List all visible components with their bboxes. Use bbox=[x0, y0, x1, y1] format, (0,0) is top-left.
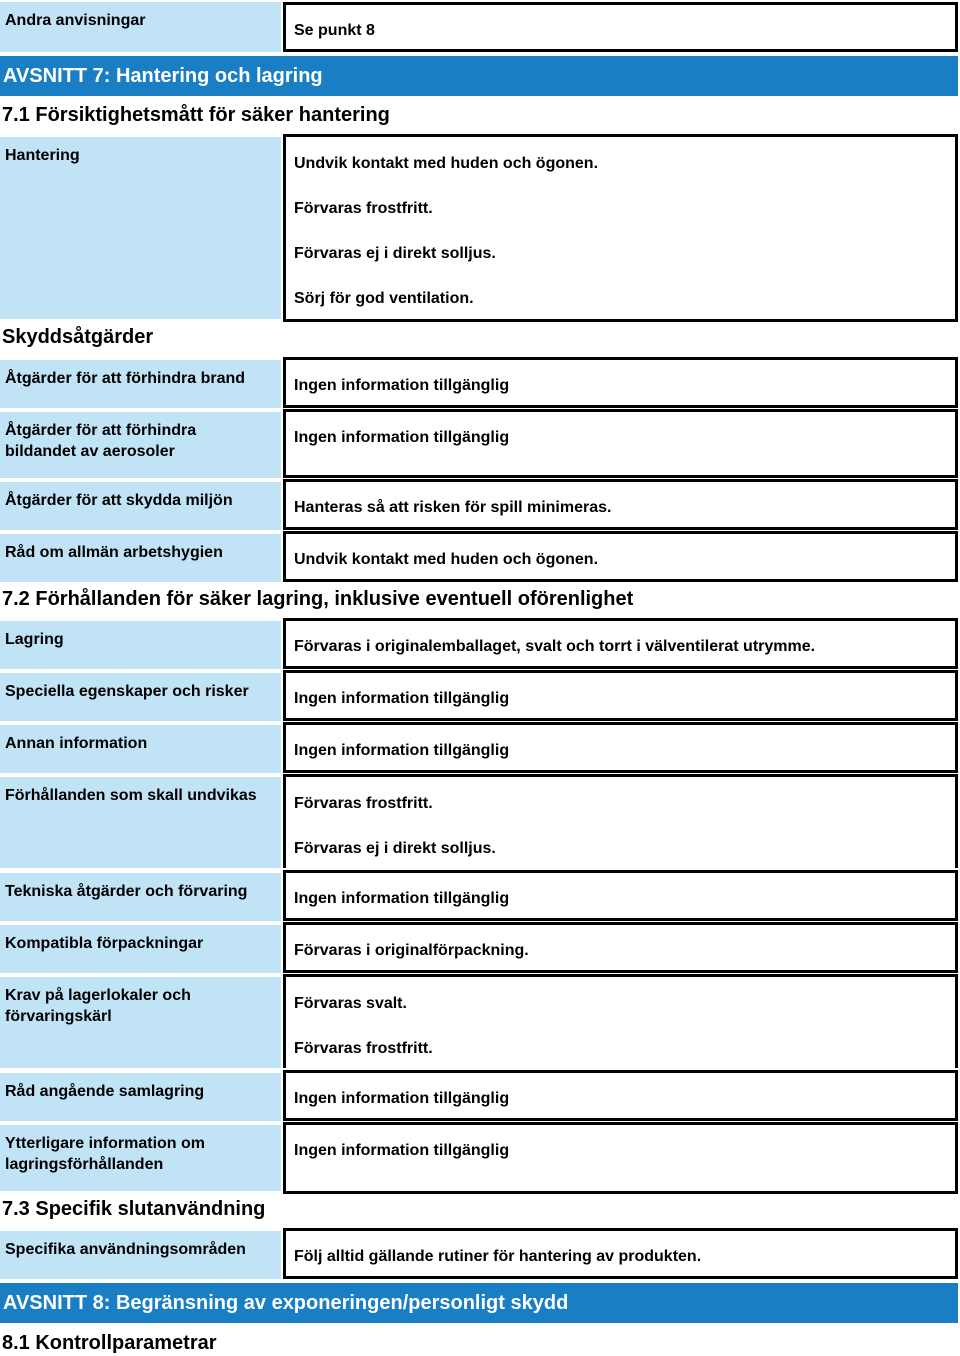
label-andra-anvisningar: Andra anvisningar bbox=[0, 2, 281, 52]
label-ytterligare-information bbox=[0, 1125, 281, 1191]
protective-measures-heading: Skyddsåtgärder bbox=[2, 326, 154, 348]
value-miljon bbox=[283, 479, 958, 530]
value-text: Förvaras i originalemballaget, svalt och torrt i välventilerat utrymme. bbox=[294, 638, 816, 655]
label-samlagring: Råd angående samlagring bbox=[0, 1073, 281, 1121]
value-ytterligare-information bbox=[283, 1122, 958, 1194]
value-arbetshygien bbox=[283, 531, 958, 582]
label-arbetshygien: Råd om allmän arbetshygien bbox=[0, 534, 281, 582]
label-lagring: Lagring bbox=[0, 621, 281, 669]
value-text: Ingen information tillgänglig bbox=[294, 1090, 510, 1107]
value-text: Ingen information tillgänglig bbox=[294, 377, 510, 394]
value-line: Förvaras frostfritt. bbox=[294, 200, 433, 217]
value-kompatibla-forpackningar bbox=[283, 922, 958, 973]
label-line: förvaringskärl bbox=[5, 1008, 112, 1025]
value-andra-anvisningar bbox=[283, 2, 958, 52]
value-krav-lagerlokaler bbox=[283, 974, 958, 1068]
value-line: Förvaras svalt. bbox=[294, 995, 407, 1012]
value-line: Sörj för god ventilation. bbox=[294, 290, 474, 307]
label-forhallanden-undvikas: Förhållanden som skall undvikas bbox=[0, 777, 281, 868]
value-line: Undvik kontakt med huden och ögonen. bbox=[294, 155, 599, 172]
value-line: Förvaras ej i direkt solljus. bbox=[294, 840, 496, 857]
value-text: Följ alltid gällande rutiner för hantering av produkten. bbox=[294, 1248, 702, 1265]
value-text: Undvik kontakt med huden och ögonen. bbox=[294, 551, 599, 568]
section-7-banner: AVSNITT 7: Hantering och lagring bbox=[0, 56, 958, 96]
label-specifika-anvandningsomraden: Specifika användningsområden bbox=[0, 1231, 281, 1279]
value-text: Ingen information tillgänglig bbox=[294, 690, 510, 707]
label-line: lagringsförhållanden bbox=[5, 1156, 164, 1173]
value-hantering bbox=[283, 134, 958, 322]
label-tekniska-atgarder: Tekniska åtgärder och förvaring bbox=[0, 873, 281, 921]
value-aerosoler bbox=[283, 409, 958, 478]
label-speciella-egenskaper: Speciella egenskaper och risker bbox=[0, 673, 281, 721]
value-samlagring bbox=[283, 1070, 958, 1121]
label-brand: Åtgärder för att förhindra brand bbox=[0, 360, 281, 408]
subsection-7-2-title: 7.2 Förhållanden för säker lagring, inklusive eventuell oförenlighet bbox=[2, 588, 634, 610]
label-line: Åtgärder för att förhindra bbox=[5, 422, 197, 439]
label-annan-information: Annan information bbox=[0, 725, 281, 773]
subsection-7-1-title: 7.1 Försiktighetsmått för säker hantering bbox=[2, 104, 390, 126]
value-text: Ingen information tillgänglig bbox=[294, 1142, 510, 1159]
value-text: Ingen information tillgänglig bbox=[294, 429, 510, 446]
label-line: bildandet av aerosoler bbox=[5, 443, 175, 460]
value-text: Ingen information tillgänglig bbox=[294, 890, 510, 907]
value-tekniska-atgarder bbox=[283, 870, 958, 921]
label-miljon: Åtgärder för att skydda miljön bbox=[0, 482, 281, 530]
label-hantering: Hantering bbox=[0, 137, 281, 319]
label-kompatibla-forpackningar: Kompatibla förpackningar bbox=[0, 925, 281, 973]
subsection-8-1-title: 8.1 Kontrollparametrar bbox=[2, 1332, 217, 1354]
value-lagring bbox=[283, 618, 958, 669]
label-aerosoler bbox=[0, 412, 281, 478]
value-line: Förvaras ej i direkt solljus. bbox=[294, 245, 496, 262]
label-line: Ytterligare information om bbox=[5, 1135, 206, 1152]
value-text: Hanteras så att risken för spill minimeras. bbox=[294, 499, 612, 516]
value-line: Förvaras frostfritt. bbox=[294, 795, 433, 812]
value-speciella-egenskaper bbox=[283, 670, 958, 721]
value-annan-information bbox=[283, 722, 958, 773]
section-8-banner: AVSNITT 8: Begränsning av exponeringen/personligt skydd bbox=[0, 1283, 958, 1323]
value-line: Förvaras frostfritt. bbox=[294, 1040, 433, 1057]
value-text: Förvaras i originalförpackning. bbox=[294, 942, 529, 959]
value-text: Se punkt 8 bbox=[294, 22, 375, 39]
value-specifika-anvandningsomraden bbox=[283, 1228, 958, 1279]
value-brand bbox=[283, 357, 958, 408]
subsection-7-3-title: 7.3 Specifik slutanvändning bbox=[2, 1198, 266, 1220]
value-forhallanden-undvikas bbox=[283, 774, 958, 868]
value-text: Ingen information tillgänglig bbox=[294, 742, 510, 759]
label-line: Krav på lagerlokaler och bbox=[5, 987, 191, 1004]
label-krav-lagerlokaler bbox=[0, 977, 281, 1068]
